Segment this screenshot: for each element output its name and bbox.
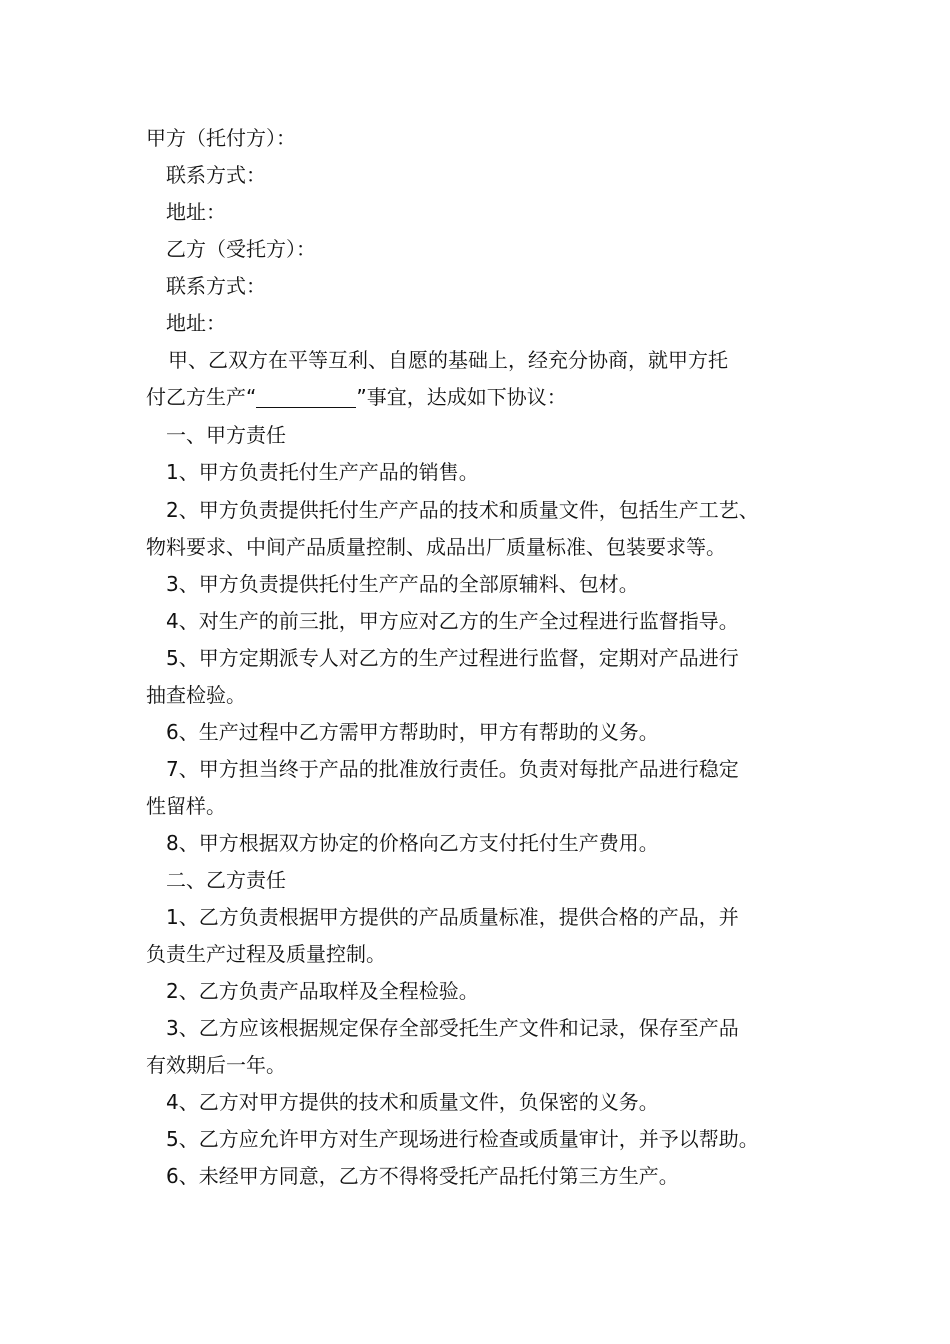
intro-line-1: 甲、乙双方在平等互利、自愿的基础上，经充分协商，就甲方托 bbox=[168, 348, 728, 372]
section1-item-cont: 物料要求、中间产品质量控制、成品出厂质量标准、包装要求等。 bbox=[146, 535, 726, 559]
product-name-blank bbox=[256, 385, 356, 408]
intro-line-2-after: ”事宜，达成如下协议： bbox=[356, 385, 567, 409]
section1-item: 6、生产过程中乙方需甲方帮助时，甲方有帮助的义务。 bbox=[166, 720, 659, 744]
party-b-title: 乙方（受托方）： bbox=[166, 237, 316, 261]
section1-heading: 一、甲方责任 bbox=[166, 423, 286, 447]
section1-item: 4、对生产的前三批，甲方应对乙方的生产全过程进行监督指导。 bbox=[166, 609, 739, 633]
section2-item: 5、乙方应允许甲方对生产现场进行检查或质量审计，并予以帮助。 bbox=[166, 1127, 759, 1151]
section2-item-cont: 负责生产过程及质量控制。 bbox=[146, 942, 386, 966]
section2-item-cont: 有效期后一年。 bbox=[146, 1053, 286, 1077]
party-a-address: 地址： bbox=[166, 200, 226, 224]
section1-item: 1、甲方负责托付生产产品的销售。 bbox=[166, 460, 479, 484]
section2-item: 3、乙方应该根据规定保存全部受托生产文件和记录，保存至产品 bbox=[166, 1016, 739, 1040]
party-b-contact: 联系方式： bbox=[166, 274, 266, 298]
intro-line-2 bbox=[146, 379, 846, 416]
section1-item-cont: 性留样。 bbox=[146, 794, 226, 818]
section1-item: 8、甲方根据双方协定的价格向乙方支付托付生产费用。 bbox=[166, 831, 659, 855]
section1-item-cont: 抽查检验。 bbox=[146, 683, 246, 707]
section2-heading: 二、乙方责任 bbox=[166, 868, 286, 892]
section2-item: 6、未经甲方同意，乙方不得将受托产品托付第三方生产。 bbox=[166, 1164, 679, 1188]
party-a-contact: 联系方式： bbox=[166, 163, 266, 187]
intro-line-2-before: 付乙方生产“ bbox=[146, 385, 257, 409]
section1-item: 2、甲方负责提供托付生产产品的技术和质量文件，包括生产工艺、 bbox=[166, 498, 759, 522]
section2-item: 1、乙方负责根据甲方提供的产品质量标准，提供合格的产品，并 bbox=[166, 905, 739, 929]
party-b-address: 地址： bbox=[166, 311, 226, 335]
section1-item: 3、甲方负责提供托付生产产品的全部原辅料、包材。 bbox=[166, 572, 639, 596]
section2-item: 4、乙方对甲方提供的技术和质量文件，负保密的义务。 bbox=[166, 1090, 659, 1114]
party-a-title: 甲方（托付方）： bbox=[146, 126, 296, 150]
section1-item: 5、甲方定期派专人对乙方的生产过程进行监督，定期对产品进行 bbox=[166, 646, 739, 670]
section2-item: 2、乙方负责产品取样及全程检验。 bbox=[166, 979, 479, 1003]
section1-item: 7、甲方担当终于产品的批准放行责任。负责对每批产品进行稳定 bbox=[166, 757, 739, 781]
